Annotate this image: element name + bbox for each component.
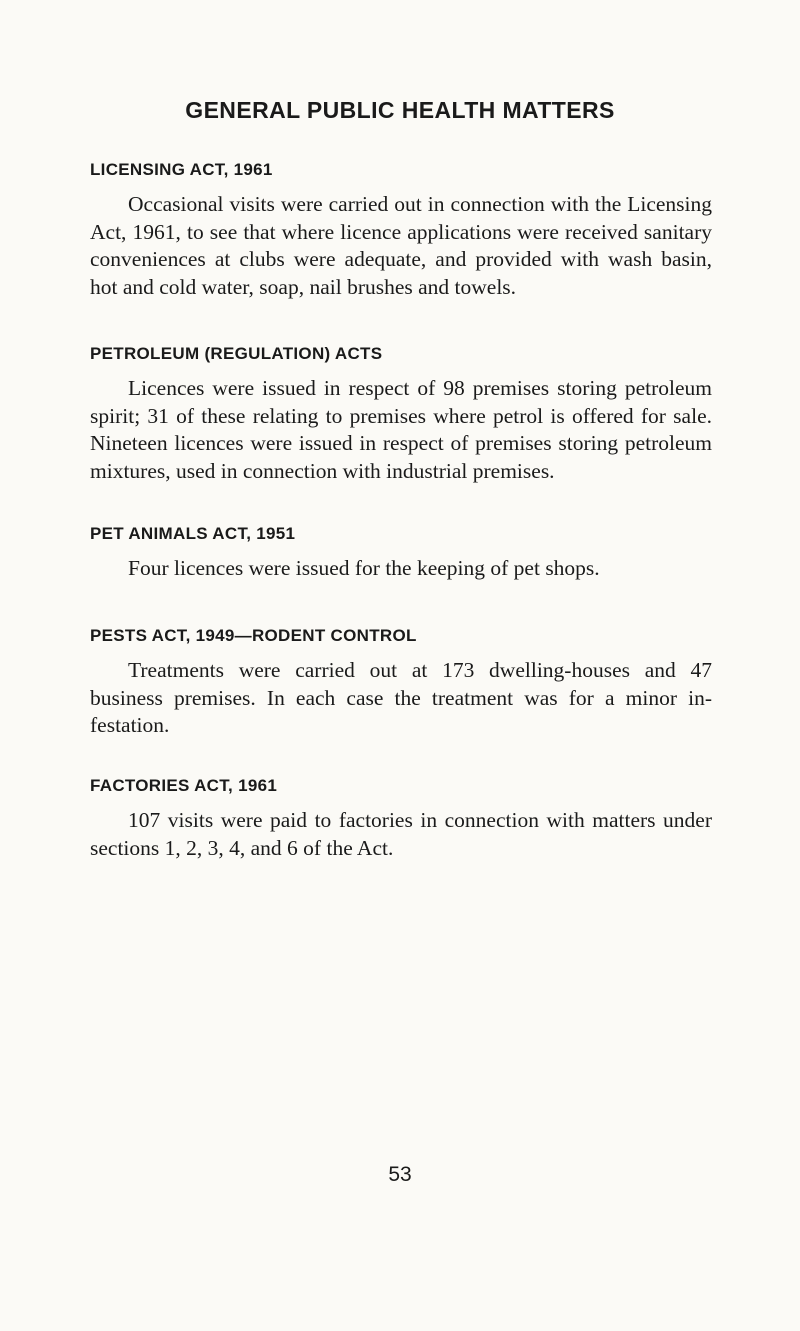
section-paragraph: 107 visits were paid to factories in connection with matters under sections 1, 2, 3, 4, and 6 of the Act. xyxy=(90,808,712,860)
section-factories-act xyxy=(90,775,712,862)
section-heading: PETROLEUM (REGULATION) ACTS xyxy=(90,344,383,363)
section-heading: FACTORIES ACT, 1961 xyxy=(90,776,278,795)
section-pests-act xyxy=(90,625,712,740)
section-paragraph: Four licences were issued for the keeping of pet shops. xyxy=(128,556,600,580)
section-petroleum-acts xyxy=(90,343,712,485)
section-heading: PET ANIMALS ACT, 1951 xyxy=(90,524,296,543)
page-number: 53 xyxy=(388,1163,412,1186)
section-pet-animals-act xyxy=(90,523,712,583)
section-heading: PESTS ACT, 1949—RODENT CONTROL xyxy=(90,626,417,645)
page-title: GENERAL PUBLIC HEALTH MATTERS xyxy=(185,97,615,123)
section-licensing-act xyxy=(90,159,712,301)
section-paragraph: Treatments were carried out at 173 dwelling-houses and 47 business premises. In each case the treatment was for a minor infestation. xyxy=(90,658,712,737)
section-heading: LICENSING ACT, 1961 xyxy=(90,160,273,179)
section-paragraph: Occasional visits were carried out in connection with the Licensing Act, 1961, to see that where licence applications were received sanitary conveniences at clubs were adequate, and provided with wash basin, hot and cold water, soap, nail brushes and towels. xyxy=(90,192,712,299)
section-paragraph: Licences were issued in respect of 98 premises storing petroleum spirit; 31 of these relating to premises where petrol is offered for sale. Nineteen licences were issued in respect of premises storing petroleum mixtures, used in connection with industrial premises. xyxy=(90,376,712,483)
